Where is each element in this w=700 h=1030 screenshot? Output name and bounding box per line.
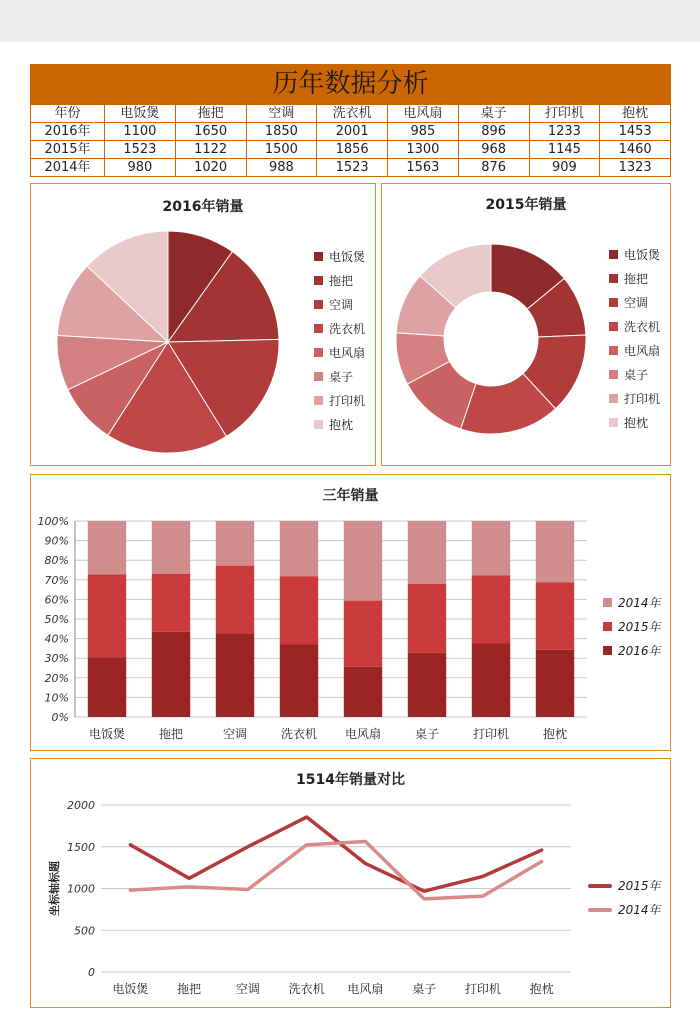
legend-swatch — [314, 300, 323, 309]
pie-2016-panel — [30, 183, 376, 466]
y-tick-label: 80% — [44, 554, 69, 568]
legend-label: 2014年 — [618, 596, 661, 610]
legend-swatch — [609, 250, 618, 259]
legend-item — [603, 619, 661, 635]
table-cell: 1145 — [529, 141, 600, 159]
table-cell: 968 — [458, 141, 529, 159]
bar-拖把-2016年 — [152, 632, 190, 717]
legend-item — [609, 271, 648, 287]
table-cell: 1100 — [105, 123, 176, 141]
legend-swatch — [314, 348, 323, 357]
table-row — [31, 159, 671, 177]
legend-item — [314, 369, 353, 385]
y-tick-label: 20% — [44, 671, 69, 685]
bar-空调-2015年 — [216, 566, 254, 634]
line-title: 1514年销量对比 — [296, 772, 405, 788]
bar-电饭煲-2016年 — [88, 657, 126, 717]
y-tick-label: 90% — [44, 534, 69, 548]
x-tick-label: 拖把 — [158, 727, 184, 741]
table-header-cell: 电饭煲 — [105, 105, 176, 123]
y-tick-label: 1500 — [67, 840, 95, 854]
legend-swatch — [609, 418, 618, 427]
series-line-2015年 — [130, 817, 541, 891]
table-cell: 1020 — [175, 159, 246, 177]
bar-洗衣机-2015年 — [280, 576, 318, 644]
legend-label: 空调 — [624, 296, 649, 310]
legend-item — [314, 297, 353, 313]
table-cell: 1460 — [600, 141, 671, 159]
legend-label: 电风扇 — [624, 344, 661, 358]
y-tick-label: 40% — [44, 632, 69, 646]
bar-桌子-2015年 — [408, 584, 446, 653]
legend-label: 2015年 — [618, 879, 661, 893]
line-chart — [31, 759, 669, 1006]
bar-空调-2014年 — [216, 521, 254, 566]
legend-item — [314, 321, 365, 337]
legend-item — [314, 417, 353, 433]
x-tick-label: 电风扇 — [347, 982, 384, 996]
x-tick-label: 电饭煲 — [112, 982, 149, 996]
stacked-bar-title: 三年销量 — [322, 488, 379, 504]
y-tick-label: 50% — [44, 613, 69, 626]
bar-抱枕-2016年 — [536, 650, 574, 717]
x-tick-label: 桌子 — [412, 982, 437, 996]
table-cell: 1856 — [317, 141, 388, 159]
table-cell: 1523 — [317, 159, 388, 177]
table-cell: 1523 — [105, 141, 176, 159]
table-cell: 2014年 — [31, 159, 105, 177]
legend-label: 拖把 — [624, 272, 649, 286]
legend-item — [588, 902, 661, 918]
bar-桌子-2016年 — [408, 653, 446, 717]
y-axis-title: 坐标轴标题 — [48, 861, 61, 916]
table-cell: 988 — [246, 159, 317, 177]
y-tick-label: 2000 — [67, 799, 95, 812]
x-tick-label: 空调 — [222, 727, 248, 741]
y-tick-label: 60% — [44, 593, 69, 607]
legend-swatch — [314, 252, 323, 261]
legend-label: 电饭煲 — [329, 250, 366, 264]
bar-电风扇-2014年 — [344, 521, 382, 601]
legend-item — [609, 295, 648, 311]
table-header-cell: 洗衣机 — [317, 105, 388, 123]
legend-item — [314, 393, 365, 409]
table-cell: 1300 — [388, 141, 459, 159]
table-cell: 2016年 — [31, 123, 105, 141]
bar-打印机-2015年 — [472, 575, 510, 643]
legend-label: 桌子 — [329, 370, 354, 384]
legend-label: 抱枕 — [329, 418, 354, 432]
legend-swatch — [603, 598, 612, 607]
bar-打印机-2014年 — [472, 521, 510, 575]
table-cell: 980 — [105, 159, 176, 177]
legend-item — [609, 319, 660, 335]
top-band — [0, 0, 700, 42]
legend-item — [609, 391, 660, 407]
bar-抱枕-2014年 — [536, 521, 574, 582]
legend-swatch — [609, 322, 618, 331]
x-tick-label: 打印机 — [464, 982, 501, 996]
sheet-title: 历年数据分析 — [30, 64, 671, 104]
table-cell: 1122 — [175, 141, 246, 159]
legend-item — [609, 415, 648, 431]
y-tick-label: 30% — [44, 652, 69, 666]
legend-label: 2015年 — [618, 620, 661, 634]
legend-swatch — [609, 346, 618, 355]
legend-item — [588, 878, 661, 894]
legend-item — [314, 273, 353, 289]
table-row — [31, 141, 671, 159]
x-tick-label: 打印机 — [472, 727, 510, 741]
table-cell: 1650 — [175, 123, 246, 141]
legend-swatch — [314, 276, 323, 285]
legend-item — [314, 249, 365, 265]
stacked-bar-panel — [30, 474, 671, 751]
bar-抱枕-2015年 — [536, 582, 574, 650]
table-cell: 1453 — [600, 123, 671, 141]
x-tick-label: 洗衣机 — [280, 727, 318, 741]
x-tick-label: 拖把 — [177, 982, 202, 996]
legend-swatch — [314, 372, 323, 381]
table-cell: 1233 — [529, 123, 600, 141]
series-line-2014年 — [130, 841, 541, 898]
table-cell: 1850 — [246, 123, 317, 141]
table-header-cell: 电风扇 — [388, 105, 459, 123]
x-tick-label: 空调 — [235, 982, 260, 996]
bar-打印机-2016年 — [472, 643, 510, 717]
donut-2015-panel — [381, 183, 671, 466]
y-tick-label: 1000 — [67, 882, 95, 896]
y-tick-label: 0% — [51, 711, 69, 724]
table-header-cell: 打印机 — [529, 105, 600, 123]
legend-item — [314, 345, 365, 361]
bar-桌子-2014年 — [408, 521, 446, 584]
legend-label: 桌子 — [624, 368, 649, 382]
legend-swatch — [314, 324, 323, 333]
line-panel — [30, 758, 671, 1008]
legend-swatch — [603, 622, 612, 631]
x-tick-label: 电饭煲 — [88, 727, 126, 741]
table-header-row — [31, 105, 671, 123]
y-tick-label: 70% — [44, 573, 69, 587]
x-tick-label: 桌子 — [414, 727, 440, 741]
table-cell: 985 — [388, 123, 459, 141]
legend-label: 洗衣机 — [329, 322, 366, 336]
table-cell: 909 — [529, 159, 600, 177]
table-cell: 2001 — [317, 123, 388, 141]
legend-label: 洗衣机 — [624, 320, 661, 334]
legend-item — [603, 643, 661, 659]
y-tick-label: 10% — [44, 691, 69, 705]
table-row — [31, 123, 671, 141]
bar-洗衣机-2014年 — [280, 521, 318, 576]
legend-label: 打印机 — [624, 392, 661, 406]
stacked-bar-chart — [31, 475, 669, 749]
pie-2016-title: 2016年销量 — [162, 199, 244, 215]
bar-电饭煲-2014年 — [88, 521, 126, 574]
data-table — [30, 104, 671, 177]
legend-label: 2016年 — [618, 644, 661, 658]
legend-item — [609, 367, 648, 383]
legend-line-swatch — [588, 884, 612, 888]
table-cell: 1563 — [388, 159, 459, 177]
x-tick-label: 抱枕 — [542, 727, 568, 741]
y-tick-label: 0 — [88, 966, 95, 979]
legend-item — [609, 247, 660, 263]
bar-电风扇-2016年 — [344, 667, 382, 717]
x-tick-label: 洗衣机 — [288, 982, 325, 996]
legend-label: 空调 — [329, 298, 354, 312]
table-header-cell: 拖把 — [175, 105, 246, 123]
legend-label: 电饭煲 — [624, 248, 661, 262]
donut-2015-title: 2015年销量 — [485, 197, 567, 213]
legend-swatch — [609, 370, 618, 379]
y-tick-label: 100% — [37, 515, 69, 528]
bar-洗衣机-2016年 — [280, 644, 318, 717]
table-cell: 876 — [458, 159, 529, 177]
bar-拖把-2014年 — [152, 521, 190, 574]
legend-swatch — [603, 646, 612, 655]
legend-line-swatch — [588, 908, 612, 912]
bar-电风扇-2015年 — [344, 601, 382, 667]
legend-swatch — [314, 396, 323, 405]
legend-label: 抱枕 — [624, 416, 649, 430]
legend-label: 电风扇 — [329, 346, 366, 360]
legend-swatch — [609, 274, 618, 283]
x-tick-label: 抱枕 — [529, 982, 554, 996]
table-header-cell: 空调 — [246, 105, 317, 123]
table-cell: 1323 — [600, 159, 671, 177]
table-header-cell: 桌子 — [458, 105, 529, 123]
legend-swatch — [609, 394, 618, 403]
bar-空调-2016年 — [216, 633, 254, 717]
legend-item — [609, 343, 660, 359]
table-header-cell: 抱枕 — [600, 105, 671, 123]
legend-swatch — [609, 298, 618, 307]
legend-label: 打印机 — [329, 394, 366, 408]
y-tick-label: 500 — [74, 924, 95, 938]
legend-label: 2014年 — [618, 903, 661, 917]
x-tick-label: 电风扇 — [344, 727, 382, 741]
legend-swatch — [314, 420, 323, 429]
legend-item — [603, 595, 661, 611]
table-header-cell: 年份 — [31, 105, 105, 123]
legend-label: 拖把 — [329, 274, 354, 288]
bar-电饭煲-2015年 — [88, 574, 126, 657]
table-cell: 896 — [458, 123, 529, 141]
bar-拖把-2015年 — [152, 574, 190, 632]
table-cell: 2015年 — [31, 141, 105, 159]
table-cell: 1500 — [246, 141, 317, 159]
